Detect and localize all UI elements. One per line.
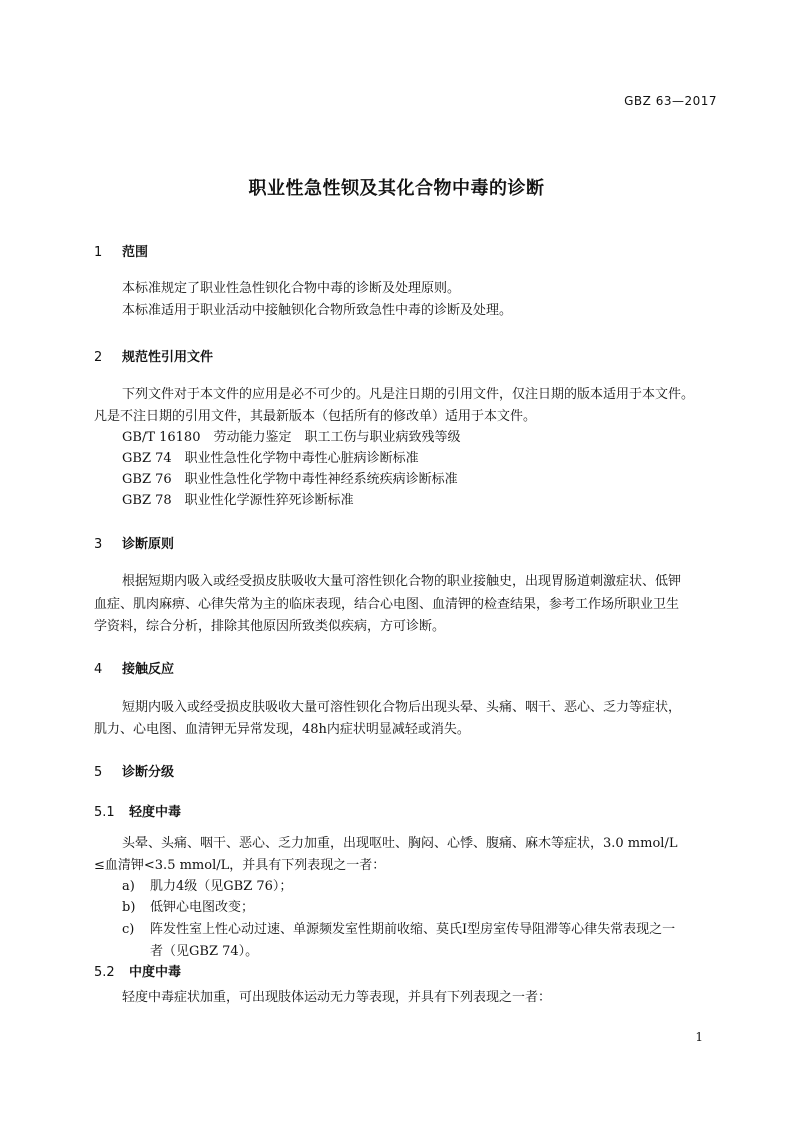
section-number: 5	[94, 765, 103, 780]
list-item-label: a)	[122, 879, 135, 894]
paragraph-line: 学资料，综合分析，排除其他原因所致类似疾病，方可诊断。	[94, 619, 446, 634]
list-item-text: 肌力4级（见GBZ 76）；	[150, 879, 293, 894]
paragraph-line: 下列文件对于本文件的应用是必不可少的。凡是注日期的引用文件，仅注日期的版本适用于本文件。	[122, 387, 695, 402]
subsection-number: 5.2	[94, 965, 115, 980]
section-2-heading	[94, 346, 213, 365]
paragraph-line: ≤血清钾<3.5 mmol/L，并具有下列表现之一者：	[94, 858, 386, 873]
paragraph-line: 根据短期内吸入或经受损皮肤吸收大量可溶性钡化合物的职业接触史，出现胃肠道刺激症状、低钾	[122, 574, 682, 589]
paragraph-line: 肌力、心电图、血清钾无异常发现，48h内症状明显减轻或消失。	[94, 722, 470, 737]
section-title: 接触反应	[122, 662, 175, 677]
list-item-label: b)	[122, 900, 136, 915]
subsection-title: 中度中毒	[129, 965, 182, 980]
list-item	[0, 919, 793, 963]
list-item	[0, 897, 793, 919]
page-number: 1	[695, 1030, 703, 1044]
list-item-text: 阵发性室上性心动过速、单源频发室性期前收缩、莫氏Ⅰ型房室传导阻滞等心律失常表现之一	[150, 922, 676, 937]
subsection-5-2-heading	[94, 961, 181, 980]
list-item-text: 低钾心电图改变；	[150, 900, 255, 915]
paragraph-line: 头晕、头痛、咽干、恶心、乏力加重，出现呕吐、胸闷、心悸、腹痛、麻木等症状，3.0 mmol/L	[122, 836, 678, 851]
section-5-heading	[94, 761, 174, 780]
paragraph-line: 血症、肌肉麻痹、心律失常为主的临床表现，结合心电图、血清钾的检查结果，参考工作场所职业卫生	[94, 597, 680, 612]
section-title: 诊断原则	[122, 537, 175, 552]
section-number: 1	[94, 245, 103, 260]
section-title: 规范性引用文件	[122, 350, 214, 365]
subsection-5-1-heading	[94, 801, 181, 820]
list-item-text-continued: 者（见GBZ 74）。	[150, 944, 259, 959]
section-title: 范围	[122, 245, 149, 260]
reference-item: GBZ 76 职业性急性化学物中毒性神经系统疾病诊断标准	[122, 472, 458, 487]
paragraph-line: 凡是不注日期的引用文件，其最新版本（包括所有的修改单）适用于本文件。	[94, 409, 537, 424]
reference-item: GB/T 16180 劳动能力鉴定 职工工伤与职业病致残等级	[122, 430, 461, 445]
list-item	[0, 876, 793, 898]
section-number: 2	[94, 350, 103, 365]
subsection-title: 轻度中毒	[129, 805, 182, 820]
paragraph: 本标准规定了职业性急性钡化合物中毒的诊断及处理原则。	[122, 281, 461, 296]
reference-item: GBZ 74 职业性急性化学物中毒性心脏病诊断标准	[122, 451, 419, 466]
paragraph-line: 轻度中毒症状加重，可出现肢体运动无力等表现，并具有下列表现之一者：	[122, 990, 552, 1005]
paragraph: 本标准适用于职业活动中接触钡化合物所致急性中毒的诊断及处理。	[122, 303, 513, 318]
paragraph-line: 短期内吸入或经受损皮肤吸收大量可溶性钡化合物后出现头晕、头痛、咽干、恶心、乏力等症状，	[122, 700, 682, 715]
section-number: 3	[94, 537, 103, 552]
standard-code: GBZ 63—2017	[624, 94, 717, 108]
subsection-number: 5.1	[94, 805, 115, 820]
document-title: 职业性急性钡及其化合物中毒的诊断	[248, 178, 545, 199]
section-4-heading	[94, 658, 174, 677]
section-number: 4	[94, 662, 103, 677]
list-item-label: c)	[122, 922, 135, 937]
reference-item: GBZ 78 职业性化学源性猝死诊断标准	[122, 493, 354, 508]
section-1-heading	[94, 241, 148, 260]
section-title: 诊断分级	[122, 765, 175, 780]
section-3-heading	[94, 533, 174, 552]
